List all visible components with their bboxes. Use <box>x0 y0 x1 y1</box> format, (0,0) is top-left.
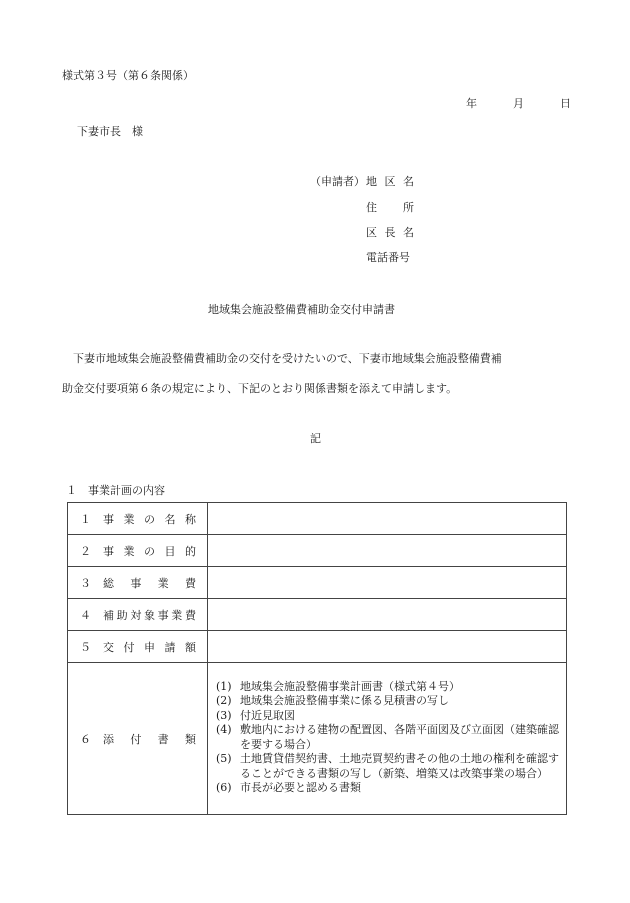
list-item: (2) 地域集会施設整備事業に係る見積書の写し <box>216 694 449 707</box>
ki-heading: 記 <box>310 432 321 445</box>
list-item: (3) 付近見取図 <box>216 708 295 722</box>
table-row <box>68 535 567 567</box>
project-name-field[interactable] <box>208 503 567 535</box>
list-item: (1) 地域集会施設整備事業計画書（様式第４号） <box>216 679 460 693</box>
char: 名 <box>403 226 414 239</box>
body-paragraph <box>62 344 582 404</box>
document-title: 地域集会施設整備費補助金交付申請書 <box>208 303 395 316</box>
row-number: １ <box>80 512 91 526</box>
addressee: 下妻市長 様 <box>77 125 143 138</box>
char: 名 <box>403 175 414 188</box>
table-row <box>68 503 567 535</box>
date-month-label: 月 <box>513 97 524 110</box>
row-label-text: 添 付 書 類 <box>103 732 196 746</box>
project-purpose-field[interactable] <box>208 535 567 567</box>
char: 区 <box>366 226 377 239</box>
row-label <box>68 567 208 599</box>
table-row <box>68 567 567 599</box>
applicant-phone-label: 電話番号 <box>366 251 410 264</box>
char: 地 <box>366 175 377 188</box>
date-day-label: 日 <box>560 97 571 110</box>
char: 区 <box>384 175 396 188</box>
table-row <box>68 663 567 815</box>
row-label <box>68 631 208 663</box>
requested-amount-field[interactable] <box>208 631 567 663</box>
row-label-text: 総 事 業 費 <box>103 576 196 590</box>
list-item: (5) 土地賃貸借契約書、土地売買契約書その他の土地の権利を確認することができる書類の写し（新築、増築又は改築事業の場合） <box>216 752 559 780</box>
applicant-chief-label <box>366 226 414 240</box>
applicant-address-label <box>366 201 414 215</box>
row-number: ２ <box>80 544 91 558</box>
row-label-text: 事 業 の 目 的 <box>103 544 196 558</box>
project-table <box>67 502 567 815</box>
row-label-text: 補 助 対 象 事 業 費 <box>103 608 196 622</box>
list-item: (4) 敷地内における建物の配置図、各階平面図及び立面図（建築確認を要する場合） <box>216 723 559 751</box>
row-label <box>68 663 208 815</box>
section-heading: １ 事業計画の内容 <box>66 484 165 497</box>
date-line <box>466 97 571 111</box>
row-number: ５ <box>80 640 91 654</box>
body-line-1: 下妻市地域集会施設整備費補助金の交付を受けたいので、下妻市地域集会施設整備費補 <box>73 352 502 365</box>
list-item: (6) 市長が必要と認める書類 <box>216 781 361 794</box>
char: 住 <box>366 201 377 214</box>
table-row <box>68 599 567 631</box>
row-label-text: 事 業 の 名 称 <box>103 512 196 526</box>
row-label <box>68 503 208 535</box>
attachment-list <box>208 676 566 802</box>
row-number: ３ <box>80 576 91 590</box>
char: 長 <box>384 226 396 239</box>
row-label-text: 交 付 申 請 額 <box>103 640 196 654</box>
row-number: ６ <box>80 732 91 746</box>
applicant-district-label <box>366 175 414 189</box>
applicant-role: （申請者） <box>310 175 365 188</box>
char: 所 <box>403 201 414 214</box>
form-number: 様式第３号（第６条関係） <box>62 69 194 82</box>
table-row <box>68 631 567 663</box>
row-label <box>68 535 208 567</box>
row-number: ４ <box>80 608 91 622</box>
total-cost-field[interactable] <box>208 567 567 599</box>
row-label <box>68 599 208 631</box>
eligible-cost-field[interactable] <box>208 599 567 631</box>
attachments-cell <box>208 663 567 815</box>
body-line-2: 助金交付要項第６条の規定により、下記のとおり関係書類を添えて申請します。 <box>62 382 458 395</box>
date-year-label: 年 <box>466 97 477 110</box>
